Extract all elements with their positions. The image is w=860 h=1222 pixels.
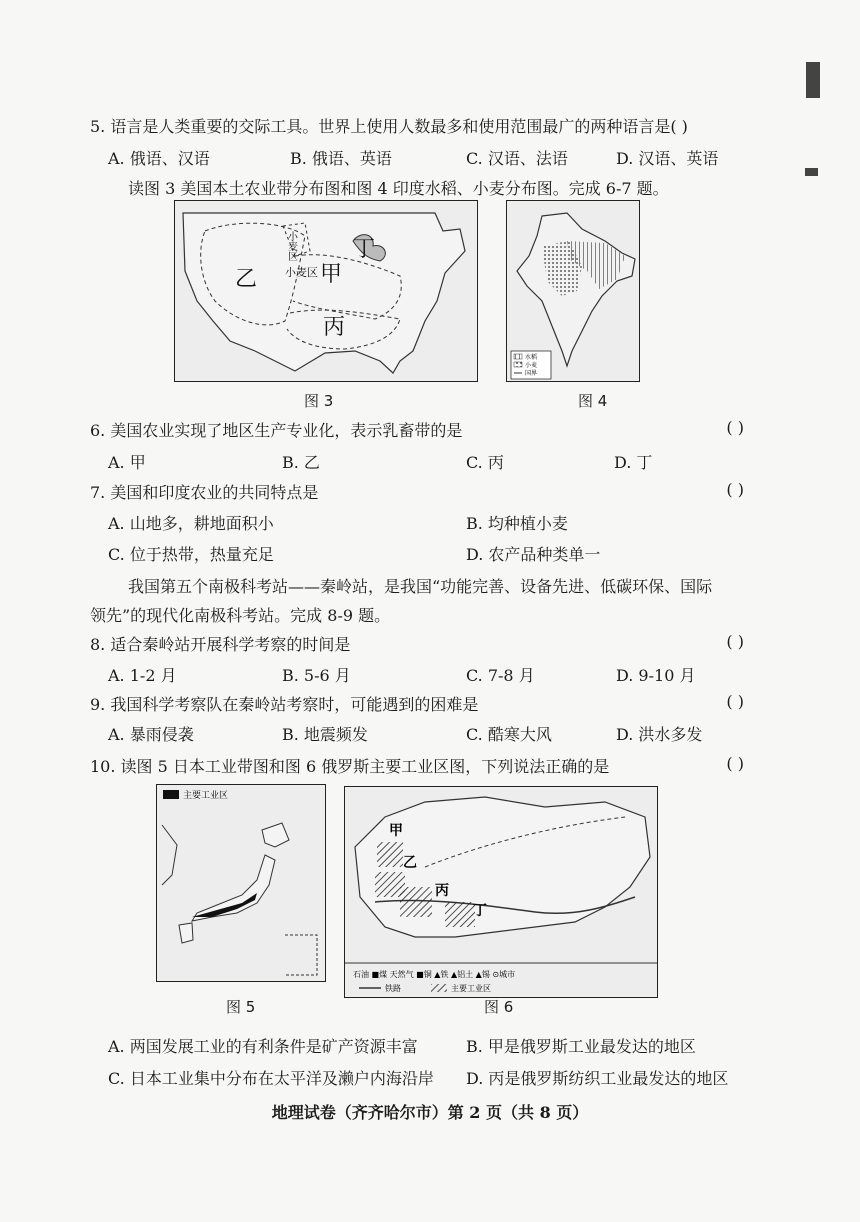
russia-map-svg [345,787,657,997]
question-9-stem: 9. 我国科学考察队在秦岭站考察时，可能遇到的困难是 [90,695,479,714]
legend-industry-swatch [431,984,447,992]
q7-answer-paren: ( ) [726,480,744,499]
q9-option-c: C. 酷寒大风 [466,725,552,744]
fig6-label-yi: 乙 [403,855,417,871]
figure-6-caption: 图 6 [484,998,514,1016]
q8-option-d: D. 9-10 月 [616,666,696,685]
legend-rice-swatch [514,354,522,359]
fig3-label-wheat-north: 小麦区 [285,231,297,261]
fig3-label-wheat-middle: 小麦区 [285,266,318,279]
scan-edge-mark-small [805,168,818,176]
q9-option-d: D. 洪水多发 [616,725,703,744]
fig5-legend-label: 主要工业区 [183,791,229,801]
q7-option-d: D. 农产品种类单一 [466,545,601,564]
fig5-legend-swatch [163,790,179,799]
q6-answer-paren: ( ) [726,418,744,437]
q7-option-c: C. 位于热带，热量充足 [108,545,274,564]
q8-option-c: C. 7-8 月 [466,666,535,685]
scan-edge-mark [806,62,820,98]
korea-coast [162,825,177,885]
figure-3-caption: 图 3 [304,392,334,410]
intro-6-7: 读图 3 美国本土农业带分布图和图 4 印度水稻、小麦分布图。完成 6-7 题。 [128,179,669,198]
legend-wheat-swatch [514,362,522,367]
q10-answer-paren: ( ) [726,754,744,773]
fig6-label-bing: 丙 [435,883,449,899]
q8-option-a: A. 1-2 月 [108,666,177,685]
japan-map-svg [157,785,325,981]
q6-option-a: A. 甲 [108,453,146,472]
q10-option-a: A. 两国发展工业的有利条件是矿产资源丰富 [108,1037,418,1056]
question-10-stem: 10. 读图 5 日本工业带图和图 6 俄罗斯主要工业区图，下列说法正确的是 [90,757,610,776]
figure-4-caption: 图 4 [578,392,608,410]
fig6-legend-row1: 石油 ■煤 天然气 ■铜 ▲铁 ▲铝土 ▲锡 ⊙城市 [353,970,516,979]
question-7-stem: 7. 美国和印度农业的共同特点是 [90,483,319,502]
q5-option-c: C. 汉语、法语 [466,149,568,168]
japan-kyushu [179,923,193,943]
question-6-stem: 6. 美国农业实现了地区生产专业化，表示乳畜带的是 [90,421,463,440]
q10-option-b: B. 甲是俄罗斯工业最发达的地区 [466,1037,696,1056]
intro-8-9-line1: 我国第五个南极科考站——秦岭站，是我国“功能完善、设备先进、低碳环保、国际 [128,577,713,596]
figure-4-india-rice-wheat-map [506,200,640,382]
industrial-zone-ding [445,902,475,927]
q6-option-b: B. 乙 [282,453,320,472]
japan-honshu [192,855,275,921]
page-footer: 地理试卷（齐齐哈尔市）第 2 页（共 8 页） [271,1103,589,1122]
figure-6-russia-industry-map [344,786,658,998]
fig4-legend-border: 国界 [525,370,538,377]
us-landmass [183,213,465,373]
us-map-svg [175,201,477,381]
q6-option-d: D. 丁 [614,453,653,472]
industrial-zone-bing [400,887,432,917]
q5-option-b: B. 俄语、英语 [290,149,392,168]
q9-answer-paren: ( ) [726,692,744,711]
q7-option-a: A. 山地多，耕地面积小 [108,514,274,533]
figure-5-japan-industry-map [156,784,326,982]
question-8-stem: 8. 适合秦岭站开展科学考察的时间是 [90,635,351,654]
fig6-legend-industry: 主要工业区 [451,984,491,993]
intro-8-9-line2: 领先”的现代化南极科考站。完成 8-9 题。 [90,606,391,625]
q5-option-d: D. 汉语、英语 [616,149,719,168]
figure-5-caption: 图 5 [226,998,256,1016]
fig3-label-yi: 乙 [235,267,258,292]
industrial-zone-jia [377,842,403,867]
fig3-label-ding: 丁 [353,237,376,262]
fig4-legend-wheat: 小麦 [525,362,538,369]
fig6-label-jia: 甲 [389,823,403,839]
q7-option-b: B. 均种植小麦 [466,514,568,533]
figure-3-us-agriculture-map [174,200,478,382]
q6-option-c: C. 丙 [466,453,504,472]
fig6-label-ding: 丁 [473,903,487,919]
fig3-label-bing: 丙 [323,315,346,340]
india-map-svg [507,201,639,381]
japan-hokkaido [262,823,289,847]
q9-option-b: B. 地震频发 [282,725,368,744]
fig3-label-jia: 甲 [320,262,343,287]
q8-option-b: B. 5-6 月 [282,666,351,685]
fig6-legend-railway: 铁路 [385,984,401,993]
q8-answer-paren: ( ) [726,632,744,651]
question-5-stem: 5. 语言是人类重要的交际工具。世界上使用人数最多和使用范围最广的两种语言是( ) [90,117,688,136]
q10-option-d: D. 丙是俄罗斯纺织工业最发达的地区 [466,1069,729,1088]
fig4-legend-rice: 水稻 [525,354,538,361]
q10-option-c: C. 日本工业集中分布在太平洋及濑户内海沿岸 [108,1069,434,1088]
dashed-inset-frame [285,935,317,975]
q5-option-a: A. 俄语、汉语 [108,149,210,168]
q9-option-a: A. 暴雨侵袭 [108,725,194,744]
